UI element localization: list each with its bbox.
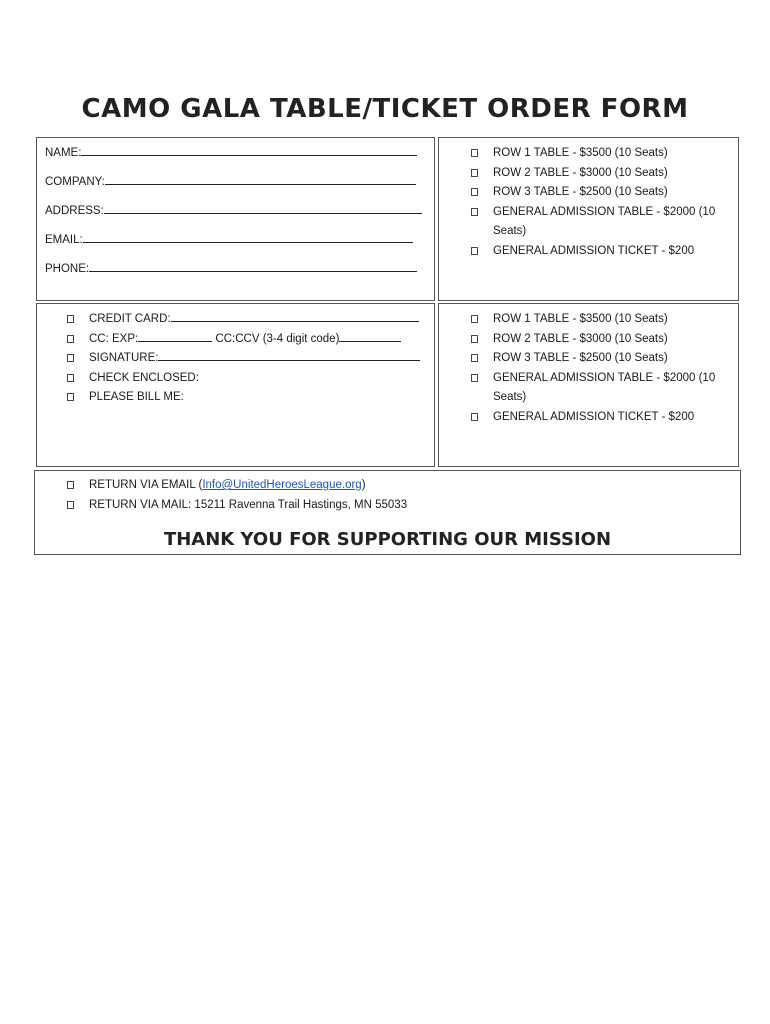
ticket-options-list [471,310,733,427]
thank-you-message: THANK YOU FOR SUPPORTING OUR MISSION [163,529,612,550]
check-enclosed-option[interactable]: CHECK ENCLOSED: [67,369,429,389]
option-row-3-table[interactable]: ROW 3 TABLE - $2500 (10 Seats) [471,349,733,369]
checkbox[interactable] [471,374,478,382]
return-section [34,470,741,555]
company-label: COMPANY: [45,176,105,188]
option-row-3-table[interactable]: ROW 3 TABLE - $2500 (10 Seats) [471,183,733,203]
checkbox[interactable] [67,374,74,382]
checkbox[interactable] [67,354,74,362]
signature-line[interactable] [158,351,420,361]
return-via-mail-option[interactable]: RETURN VIA MAIL: 15211 Ravenna Trail Hastings, MN 55033 [67,496,727,516]
payment-section [36,303,435,467]
option-general-admission-ticket[interactable]: GENERAL ADMISSION TICKET - $200 [471,242,733,262]
checkbox[interactable] [471,169,478,177]
checkbox[interactable] [67,393,74,401]
please-bill-me-option[interactable]: PLEASE BILL ME: [67,388,429,408]
credit-card-line[interactable] [171,312,419,322]
checkbox[interactable] [471,247,478,255]
checkbox[interactable] [471,335,478,343]
ticket-options-list [471,144,733,261]
name-label: NAME: [45,147,82,159]
cc-exp-option[interactable]: CC: EXP: CC:CCV (3-4 digit code) [67,330,429,350]
email-line[interactable] [83,233,413,243]
address-line[interactable] [104,204,422,214]
option-general-admission-table[interactable]: GENERAL ADMISSION TABLE - $2000 (10 Seats) [471,203,733,242]
form-title: CAMO GALA TABLE/TICKET ORDER FORM [81,94,689,124]
signature-option[interactable]: SIGNATURE: [67,349,429,369]
return-via-email-option[interactable]: RETURN VIA EMAIL (Info@UnitedHeroesLeague.org) [67,476,727,496]
credit-card-option[interactable]: CREDIT CARD: [67,310,429,330]
option-general-admission-ticket[interactable]: GENERAL ADMISSION TICKET - $200 [471,408,733,428]
name-line[interactable] [81,146,417,156]
cc-ccv-line[interactable] [339,332,401,342]
email-label: EMAIL: [45,234,83,246]
cc-exp-line[interactable] [138,332,212,342]
name-field[interactable] [45,146,417,159]
address-field[interactable] [45,204,422,217]
email-link[interactable]: Info@UnitedHeroesLeague.org [202,479,362,491]
phone-field[interactable] [45,262,417,275]
option-row-1-table[interactable]: ROW 1 TABLE - $3500 (10 Seats) [471,144,733,164]
option-general-admission-table[interactable]: GENERAL ADMISSION TABLE - $2000 (10 Seats) [471,369,733,408]
checkbox[interactable] [67,481,74,489]
checkbox[interactable] [471,354,478,362]
phone-line[interactable] [89,262,417,272]
ticket-options-bottom [438,303,739,467]
option-row-2-table[interactable]: ROW 2 TABLE - $3000 (10 Seats) [471,330,733,350]
checkbox[interactable] [67,335,74,343]
checkbox[interactable] [67,501,74,509]
checkbox[interactable] [471,413,478,421]
checkbox[interactable] [67,315,74,323]
payment-list [67,310,429,408]
return-list [67,476,727,515]
company-line[interactable] [105,175,416,185]
ticket-options-top [438,137,739,301]
option-row-2-table[interactable]: ROW 2 TABLE - $3000 (10 Seats) [471,164,733,184]
checkbox[interactable] [471,188,478,196]
contact-section [36,137,435,301]
checkbox[interactable] [471,149,478,157]
checkbox[interactable] [471,315,478,323]
checkbox[interactable] [471,208,478,216]
email-field[interactable] [45,233,413,246]
address-label: ADDRESS: [45,205,104,217]
company-field[interactable] [45,175,416,188]
option-row-1-table[interactable]: ROW 1 TABLE - $3500 (10 Seats) [471,310,733,330]
phone-label: PHONE: [45,263,90,275]
